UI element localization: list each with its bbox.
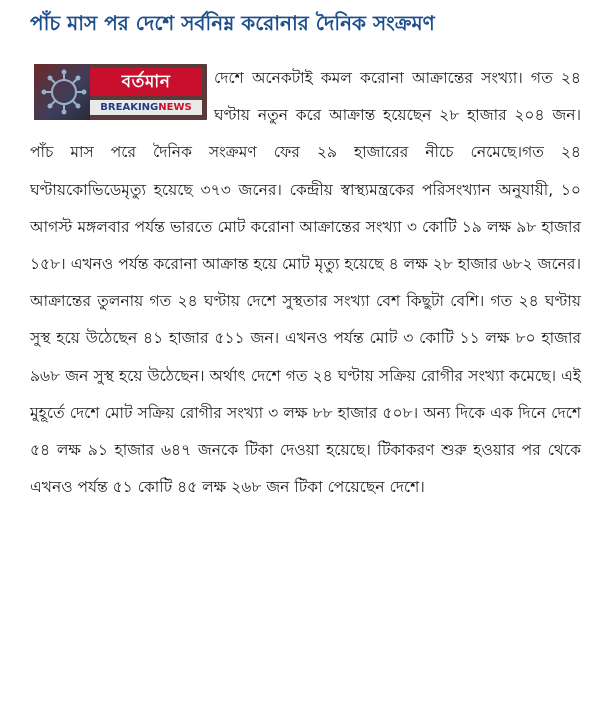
bartaman-logo: বর্তমান — [90, 68, 202, 96]
article-body — [30, 60, 581, 506]
news-thumbnail — [34, 64, 207, 120]
banner-breaking-text: BREAKING — [100, 102, 159, 113]
article-text: দেশে অনেকটাই কমল করোনা আক্রান্তের সংখ্যা। গত ২৪ ঘণ্টায় নতুন করে আক্রান্ত হয়েছেন ২৮ হাজার ২০৪ জন। পাঁচ মাস পরে দৈনিক সংক্রমণ ফের ২৯ হাজারের নীচে নেমেছে।গত ২৪ ঘণ্টায়কোভিডেমৃত্যু হয়েছে ৩৭৩ জনের। কেন্দ্রীয় স্বাস্থ্যমন্ত্রকের পরিসংখ্যান অনুযায়ী, ১০ আগস্ট মঙ্গলবার পর্যন্ত ভারতে মোট করোনা আক্রান্তের সংখ্যা ৩ কোটি ১৯ লক্ষ ৯৮ হাজার ১৫৮। এখনও পর্যন্ত করোনা আক্রান্ত হয়ে মোট মৃত্যু হয়েছে ৪ লক্ষ ২৮ হাজার ৬৮২ জনের।আক্রান্তের তুলনায় গত ২৪ ঘণ্টায় দেশে সুস্থতার সংখ্যা বেশ কিছুটা বেশি। গত ২৪ ঘণ্টায় সুস্থ হয়ে উঠেছেন ৪১ হাজার ৫১১ জন। এখনও পর্যন্ত মোট ৩ কোটি ১১ লক্ষ ৮০ হাজার ৯৬৮ জন সুস্থ হয়ে উঠেছেন। অর্থাৎ দেশে গত ২৪ ঘণ্টায় সক্রিয় রোগীর সংখ্যা কমেছে। এই মুহূর্তে দেশে মোট সক্রিয় রোগীর সংখ্যা ৩ লক্ষ ৮৮ হাজার ৫০৮। অন্য দিকে এক দিনে দেশে ৫৪ লক্ষ ৯১ হাজার ৬৪৭ জনকে টিকা দেওয়া হয়েছে। টিকাকরণ শুরু হওয়ার পর থেকে এখনও পর্যন্ত ৫১ কোটি ৪৫ লক্ষ ২৬৮ জন টিকা পেয়েছেন দেশে। — [30, 69, 581, 497]
banner-news-text: NEWS — [158, 102, 192, 113]
virus-icon — [40, 68, 88, 116]
headline: পাঁচ মাস পর দেশে সর্বনিম্ন করোনার দৈনিক সংক্রমণ — [30, 11, 435, 35]
breaking-news-banner — [90, 100, 202, 115]
